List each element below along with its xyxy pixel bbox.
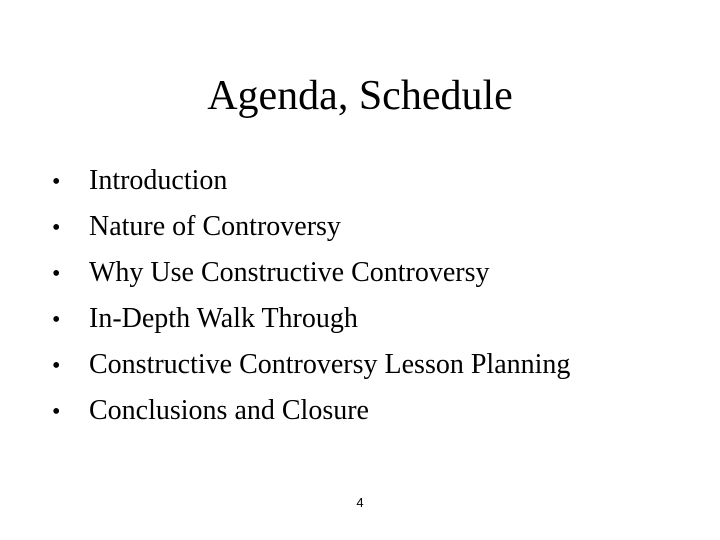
slide-title: Agenda, Schedule	[207, 73, 513, 119]
bullet-icon: •	[52, 169, 61, 195]
list-item	[52, 342, 570, 388]
list-item-label: Why Use Constructive Controversy	[89, 257, 490, 288]
bullet-icon: •	[52, 215, 61, 241]
list-item	[52, 158, 570, 204]
list-item-label: Constructive Controversy Lesson Planning	[89, 349, 571, 380]
list-item	[52, 204, 570, 250]
page-number: 4	[356, 495, 364, 510]
bullet-icon: •	[52, 353, 61, 379]
list-item-label: Introduction	[89, 165, 228, 196]
list-item-label: Conclusions and Closure	[89, 395, 369, 426]
bullet-icon: •	[52, 261, 61, 287]
list-item-label: In-Depth Walk Through	[89, 303, 358, 334]
list-item	[52, 250, 570, 296]
list-item-label: Nature of Controversy	[89, 211, 341, 242]
bullet-icon: •	[52, 307, 61, 333]
list-item	[52, 296, 570, 342]
agenda-list	[52, 158, 570, 434]
bullet-icon: •	[52, 399, 61, 425]
list-item	[52, 388, 570, 434]
